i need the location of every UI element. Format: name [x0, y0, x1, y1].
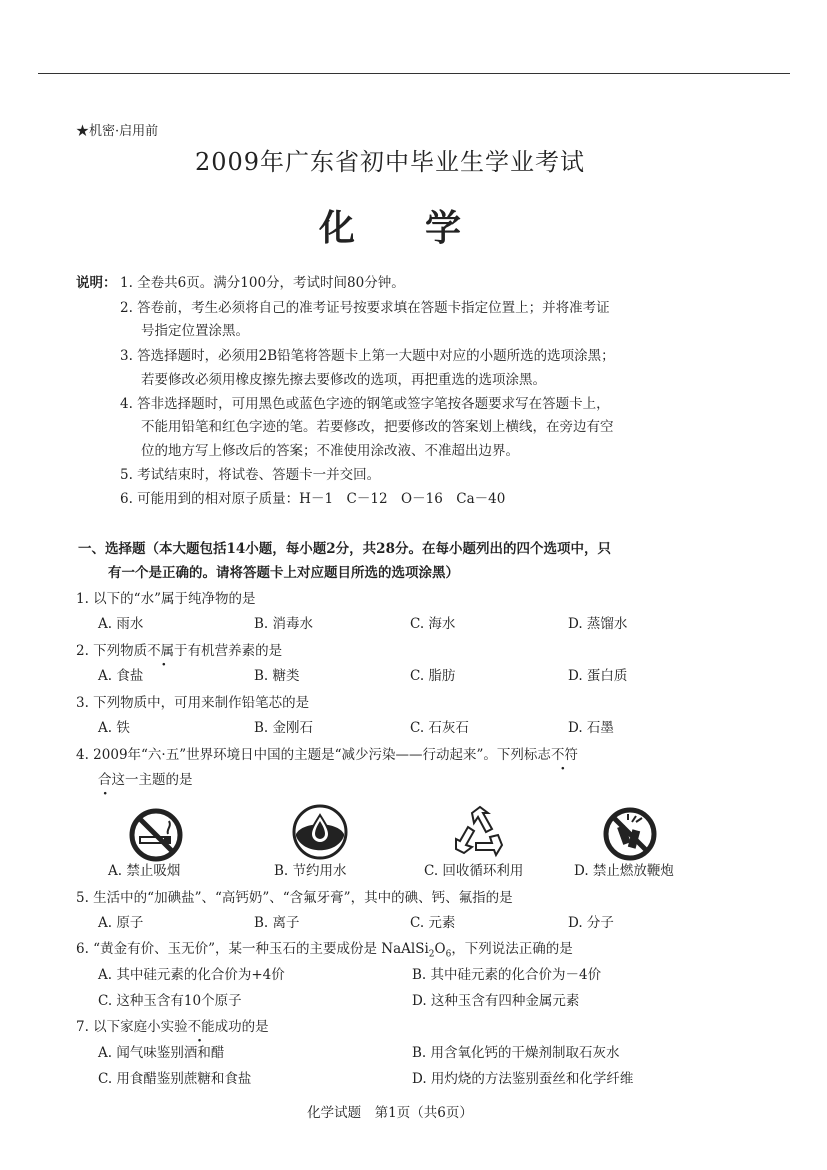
notes-label: 说明：: [76, 275, 117, 291]
q2-option-b: B. 糖类: [254, 668, 300, 684]
q5-option-d: D. 分子: [568, 915, 614, 931]
q1-option-d: D. 蒸馏水: [568, 616, 628, 632]
note-line: 若要修改必须用橡皮擦先擦去要修改的选项，再把重选的选项涂黑。: [141, 372, 546, 388]
q2-stem-post: 有机营养素的是: [187, 643, 283, 659]
q6-subscript-2: 6: [445, 949, 452, 960]
section-heading-cont: 有一个是正确的。请将答题卡上对应题目所选的选项涂黑）: [108, 565, 459, 581]
q1-option-a: A. 雨水: [98, 616, 144, 632]
note-line: 6. 可能用到的相对原子质量：H－1 C－12 O－16 Ca－40: [120, 491, 506, 507]
q7-stem-emphasis: 不能: [187, 1019, 215, 1035]
question-4-stem-cont: [98, 769, 193, 791]
q6-subscript-1: 2: [428, 949, 435, 960]
question-2-stem: [76, 640, 282, 662]
no-firecrackers-icon: [602, 806, 658, 862]
note-line: 位的地方写上修改后的答案；不准使用涂改液、不准超出边界。: [141, 443, 519, 459]
q2-stem-pre: 2. 下列物质: [76, 643, 148, 659]
q2-option-a: A. 食盐: [98, 668, 144, 684]
q7-option-d: D. 用灼烧的方法鉴别蚕丝和化学纤维: [412, 1071, 634, 1087]
q4-stem-emphasis-2: 合: [98, 772, 112, 788]
subject-title: 化学: [318, 207, 531, 249]
q3-option-c: C. 石灰石: [410, 720, 469, 736]
note-line: 号指定位置涂黑。: [141, 323, 249, 339]
q1-option-c: C. 海水: [410, 616, 456, 632]
q6-option-b: B. 其中硅元素的化合价为－4价: [412, 967, 602, 983]
save-water-icon: [291, 803, 349, 861]
question-7-stem: [76, 1016, 269, 1038]
q7-stem-post: 成功的是: [214, 1019, 269, 1035]
q2-stem-emphasis: 不属于: [147, 643, 188, 659]
q7-option-c: C. 用食醋鉴别蔗糖和食盐: [98, 1071, 252, 1087]
note-line: 5. 考试结束时，将试卷、答题卡一并交回。: [120, 467, 381, 483]
q2-option-d: D. 蛋白质: [568, 668, 628, 684]
q3-option-b: B. 金刚石: [254, 720, 314, 736]
no-smoking-icon: [128, 807, 184, 863]
note-line: 4. 答非选择题时，可用黑色或蓝色字迹的钢笔或签字笔按各题要求写在答题卡上，: [120, 396, 610, 412]
question-5-stem: 5. 生活中的“加碘盐”、“高钙奶”、“含氟牙膏”，其中的碘、钙、氟指的是: [76, 890, 513, 906]
q7-stem-pre: 7. 以下家庭小实验: [76, 1019, 188, 1035]
question-6-stem: [76, 938, 573, 966]
q6-stem-post: ，下列说法正确的是: [451, 941, 573, 957]
q2-option-c: C. 脂肪: [410, 668, 456, 684]
question-4-stem: [76, 744, 578, 766]
q4-stem-pre: 4. 2009年“六·五”世界环境日中国的主题是“减少污染——行动起来”。下列标志: [76, 747, 551, 763]
q4-stem-emphasis: 不符: [550, 747, 578, 763]
page-footer: 化学试题 第1页（共6页）: [307, 1105, 473, 1121]
exam-title: 2009年广东省初中毕业生学业考试: [194, 148, 586, 176]
q4-option-a: A. 禁止吸烟: [108, 863, 181, 879]
recycle-icon: [450, 805, 510, 861]
q5-option-b: B. 离子: [254, 915, 300, 931]
note-line: 1. 全卷共6页。满分100分，考试时间80分钟。: [120, 275, 405, 291]
q3-option-d: D. 石墨: [568, 720, 614, 736]
q5-option-a: A. 原子: [98, 915, 144, 931]
q6-option-a: A. 其中硅元素的化合价为+4价: [98, 967, 285, 983]
top-rule: [38, 73, 790, 74]
note-line: 3. 答选择题时，必须用2B铅笔将答题卡上第一大题中对应的小题所选的选项涂黑；: [120, 348, 615, 364]
q6-stem-pre: 6. “黄金有价、玉无价”，某一种玉石的主要成份是 NaAlSi: [76, 941, 429, 957]
section-heading: 一、选择题（本大题包括14小题，每小题2分，共28分。在每小题列出的四个选项中，只: [78, 541, 611, 557]
question-1-stem: 1. 以下的“水”属于纯净物的是: [76, 591, 256, 607]
q4-option-c: C. 回收循环利用: [424, 863, 524, 879]
q6-formula-o: O: [434, 941, 446, 957]
secret-mark: ★机密·启用前: [76, 124, 159, 139]
q4-stem-post: 这一主题的是: [111, 772, 193, 788]
q7-option-a: A. 闻气味鉴别酒和醋: [98, 1045, 225, 1061]
note-line: 不能用铅笔和红色字迹的笔。若要修改，把要修改的答案划上横线，在旁边有空: [141, 419, 614, 435]
q3-option-a: A. 铁: [98, 720, 130, 736]
q6-option-c: C. 这种玉含有10个原子: [98, 993, 242, 1009]
note-line: 2. 答卷前，考生必须将自己的准考证号按要求填在答题卡指定位置上；并将准考证: [120, 300, 610, 316]
q4-option-d: D. 禁止燃放鞭炮: [574, 863, 674, 879]
q5-option-c: C. 元素: [410, 915, 456, 931]
q7-option-b: B. 用含氧化钙的干燥剂制取石灰水: [412, 1045, 620, 1061]
q6-option-d: D. 这种玉含有四种金属元素: [412, 993, 580, 1009]
q4-option-b: B. 节约用水: [274, 863, 347, 879]
q1-option-b: B. 消毒水: [254, 616, 314, 632]
question-3-stem: 3. 下列物质中，可用来制作铅笔芯的是: [76, 695, 310, 711]
